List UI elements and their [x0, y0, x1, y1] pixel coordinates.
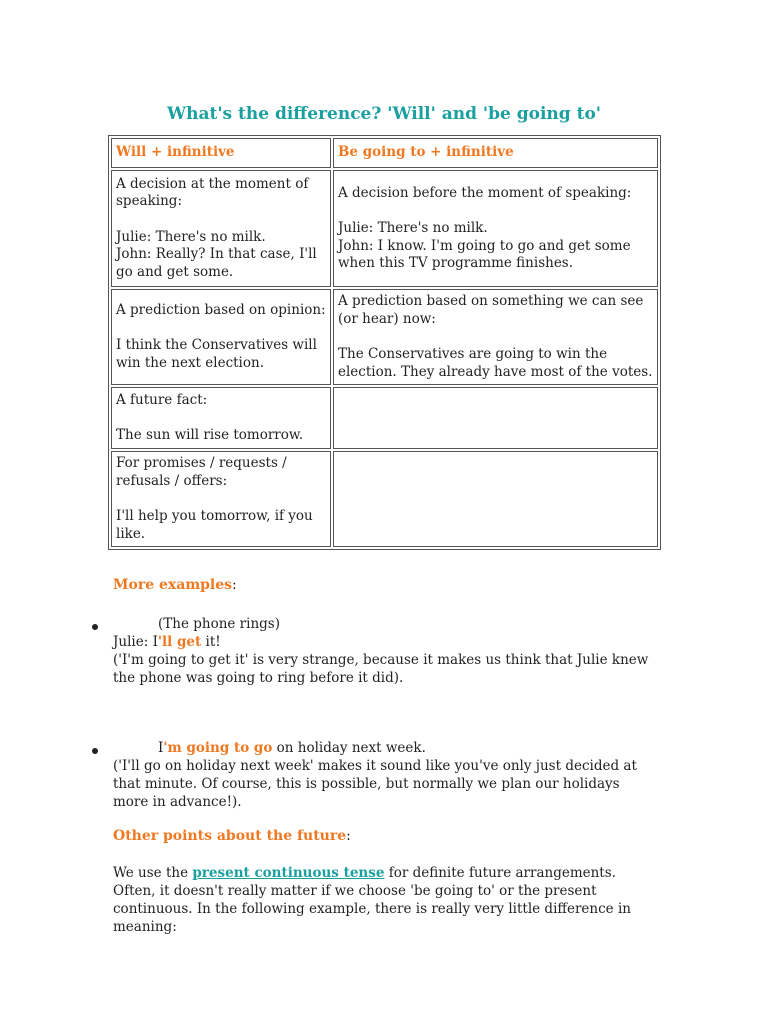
more-examples-heading: [113, 577, 237, 593]
heading-text: Other points about the future: [113, 828, 347, 844]
example-2-line: [113, 739, 658, 757]
other-points-paragraph: [113, 864, 658, 936]
example-1-line: [113, 633, 658, 651]
other-points-heading: [113, 828, 351, 844]
example-2-after: on holiday next week.: [272, 740, 426, 756]
cell-example: Julie: There's no milk. John: I know. I'm going to go and get some when this TV programme finishes.: [338, 220, 631, 271]
cell-label: A decision before the moment of speaking:: [338, 184, 632, 201]
heading-text: More examples: [113, 577, 233, 593]
present-continuous-link[interactable]: present continuous tense: [192, 865, 385, 881]
cell-going-to-prediction: [333, 289, 658, 385]
cell-label: A decision at the moment of speaking:: [116, 175, 309, 210]
cell-label: A future fact:: [116, 391, 208, 408]
example-1-highlight: 'll get: [157, 634, 202, 650]
cell-will-fact: [111, 387, 331, 449]
example-2-prefix: I: [158, 740, 164, 756]
para-end: for definite future arrangements. Often, it doesn't really matter if we choose 'be going to' or the present continuous. In the following example, there is really very little difference in meaning:: [113, 865, 631, 935]
cell-will-decision: [111, 170, 331, 287]
table-row: [111, 451, 658, 547]
cell-example: The Conservatives are going to win the election. They already have most of the votes.: [338, 346, 653, 380]
cell-example: The sun will rise tomorrow.: [116, 427, 304, 443]
para-start: We use the: [113, 865, 193, 881]
example-1-cue: (The phone rings): [158, 616, 280, 632]
example-2-highlight: 'm going to go: [163, 740, 273, 756]
cell-label: A prediction based on opinion:: [116, 301, 326, 318]
cell-example: I'll help you tomorrow, if you like.: [116, 508, 313, 542]
cell-will-promises: [111, 451, 331, 547]
table-row: [111, 387, 658, 449]
cell-empty: [333, 387, 658, 449]
heading-colon: :: [346, 828, 351, 844]
example-1-speaker: Julie: I: [113, 634, 158, 650]
bullet-dot: [92, 624, 98, 630]
page-title: What's the difference? 'Will' and 'be going to': [167, 104, 601, 124]
comparison-table: [108, 135, 661, 550]
example-2: [113, 739, 658, 811]
cell-example: Julie: There's no milk. John: Really? In that case, I'll go and get some.: [116, 228, 317, 280]
cell-going-to-decision: [333, 170, 658, 287]
example-1: [113, 615, 658, 687]
cell-example: I think the Conservatives will win the next election.: [116, 337, 317, 371]
bullet-dot: [92, 748, 98, 754]
cell-empty: [333, 451, 658, 547]
table-row: [111, 289, 658, 385]
table-header-row: [111, 138, 658, 168]
table-row: [111, 170, 658, 287]
cell-label: A prediction based on something we can see (or hear) now:: [338, 293, 644, 327]
example-1-after: it!: [201, 634, 221, 650]
header-going-to: Be going to + infinitive: [333, 138, 658, 168]
cell-will-prediction: [111, 289, 331, 385]
heading-colon: :: [232, 577, 237, 593]
example-1-note: ('I'm going to get it' is very strange, because it makes us think that Julie knew the phone was going to ring before it did).: [113, 652, 649, 686]
cell-label: For promises / requests / refusals / offers:: [116, 455, 287, 489]
example-2-note: ('I'll go on holiday next week' makes it sound like you've only just decided at that minute. Of course, this is possible, but normally we plan our holidays more in advance!).: [113, 758, 637, 810]
header-will: Will + infinitive: [111, 138, 331, 168]
